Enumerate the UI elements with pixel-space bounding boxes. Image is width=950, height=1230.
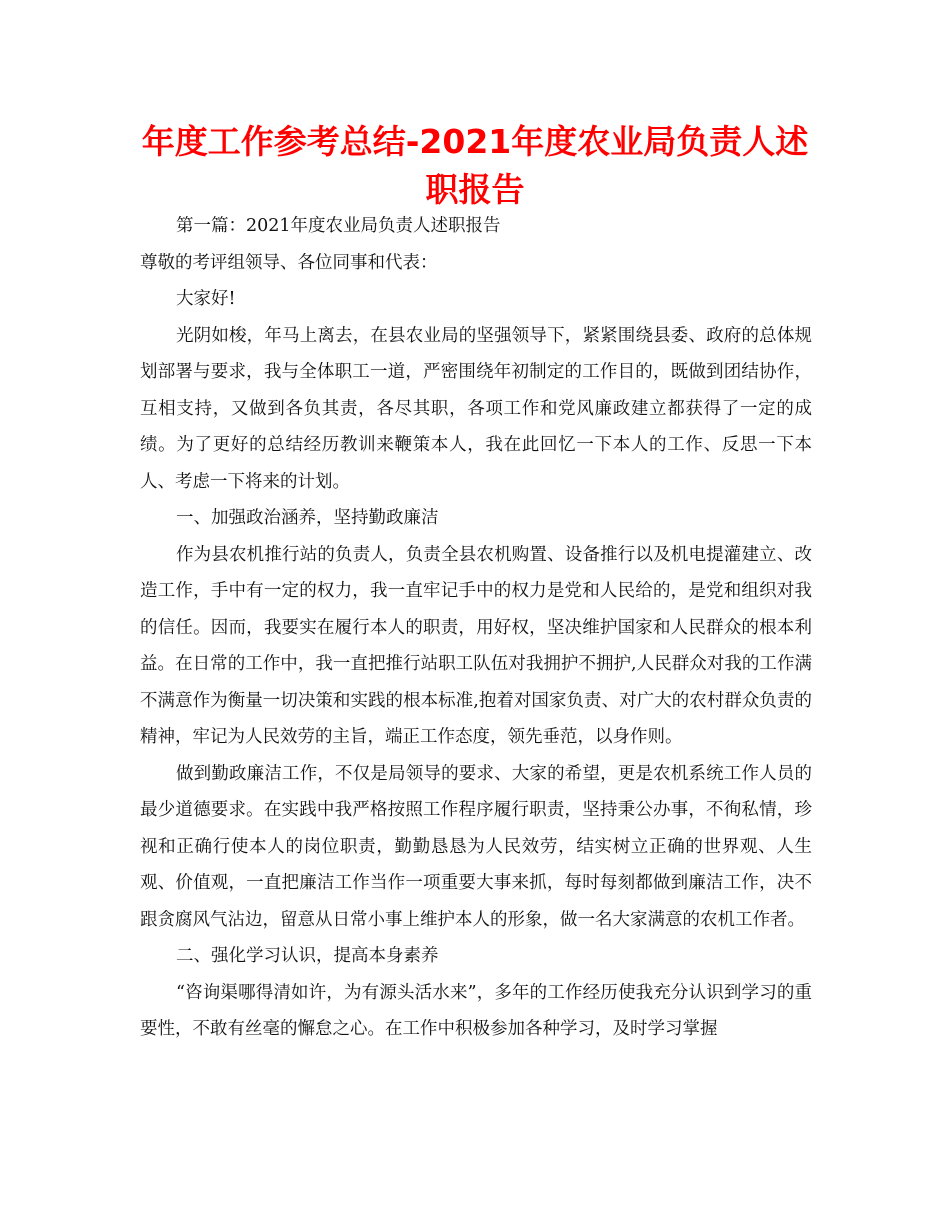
salutation: 尊敬的考评组领导、各位同事和代表： [140,252,438,273]
paragraph: 光阴如梭，年马上离去，在县农业局的坚强领导下，紧紧围绕县委、政府的总体规划部署与要求，我与全体职工一道，严密围绕年初制定的工作目的，既做到团结协作，互相支持，又做到各负其责，各尽其职，各项工作和党风廉政建立都获得了一定的成绩。为了更好的总结经历教训来鞭策本人，我在此回忆一下本人的工作、反思一下本人、考虑一下将来的计划。 [140,325,812,492]
paragraph: 做到勤政廉洁工作，不仅是局领导的要求、大家的希望，更是农机系统工作人员的最少道德要求。在实践中我严格按照工作程序履行职责，坚持秉公办事，不徇私情，珍视和正确行使本人的岗位职责，勤勤恳恳为人民效劳，结实树立正确的世界观、人生观、价值观，一直把廉洁工作当作一项重要大事来抓，每时每刻都做到廉洁工作，决不跟贪腐风气沾边，留意从日常小事上维护本人的形象，做一名大家满意的农机工作者。 [140,763,812,930]
greeting: 大家好! [176,289,236,309]
section-heading: 二、强化学习认识，提高本身素养 [176,946,439,966]
paragraph: “咨询渠哪得清如许，为有源头活水来”，多年的工作经历使我充分认识到学习的重要性，不敢有丝毫的懈怠之心。在工作中积极参加各种学习，及时学习掌握 [140,982,812,1039]
document-title: 年度工作参考总结-2021年度农业局负责人述职报告 [141,122,809,209]
section-heading: 一、加强政治涵养，坚持勤政廉洁 [176,508,439,528]
document-body [140,208,812,1048]
paragraph: 作为县农机推行站的负责人，负责全县农机购置、设备推行以及机电提灌建立、改造工作，手中有一定的权力，我一直牢记手中的权力是党和人民给的，是党和组织对我的信任。因而，我要实在履行本人的职责，用好权，坚决维护国家和人民群众的根本利益。在日常的工作中，我一直把推行站职工队伍对我拥护不拥护,人民群众对我的工作满不满意作为衡量一切决策和实践的根本标准,抱着对国家负责、对广大的农村群众负责的精神，牢记为人民效劳的主旨，端正工作态度，领先垂范，以身作则。 [140,544,812,747]
paragraph: 第一篇：2021年度农业局负责人述职报告 [176,216,501,236]
